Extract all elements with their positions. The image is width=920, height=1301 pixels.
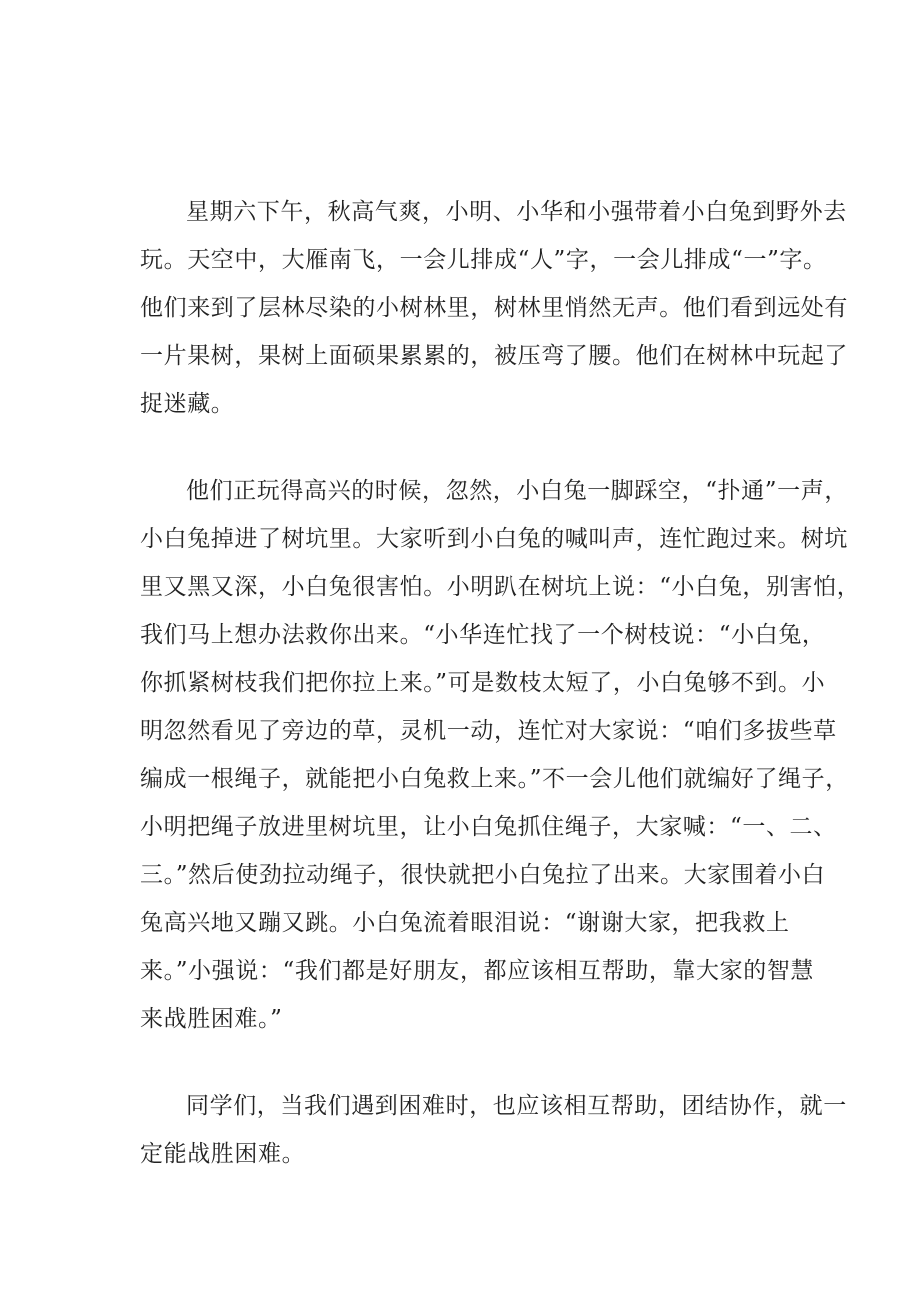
text-line: 他们来到了层林尽染的小树林里，树林里悄然无声。他们看到远处有 (140, 295, 848, 321)
text-line: 来。”小强说：“我们都是好朋友，都应该相互帮助，靠大家的智慧 (140, 958, 815, 984)
text-line: 玩。天空中，大雁南飞，一会儿排成“人”字，一会儿排成“一”字。 (140, 247, 827, 273)
text-line: 来战胜困难。” (140, 1006, 283, 1032)
text-line: 兔高兴地又蹦又跳。小白兔流着眼泪说：“谢谢大家，把我救上 (140, 910, 790, 936)
text-line: 三。”然后使劲拉动绳子，很快就把小白兔拉了出来。大家围着小白 (140, 862, 826, 888)
text-line: 一片果树，果树上面硕果累累的，被压弯了腰。他们在树林中玩起了 (140, 343, 848, 369)
paragraph-3 (140, 1082, 847, 1178)
paragraph-2 (140, 467, 861, 1043)
text-line: 定能战胜困难。 (140, 1141, 306, 1167)
text-line: 小明把绳子放进里树坑里，让小白兔抓住绳子，大家喊：“一、二、 (140, 814, 837, 840)
text-line: 小白兔掉进了树坑里。大家听到小白兔的喊叫声，连忙跑过来。树坑 (140, 526, 848, 552)
paragraph-1 (140, 188, 848, 428)
text-line: 编成一根绳子，就能把小白兔救上来。”不一会儿他们就编好了绳子， (140, 766, 849, 792)
text-line: 你抓紧树枝我们把你拉上来。”可是数枝太短了，小白兔够不到。小 (140, 670, 826, 696)
text-line: 同学们，当我们遇到困难时，也应该相互帮助，团结协作，就一 (186, 1093, 847, 1119)
text-line: 里又黑又深，小白兔很害怕。小明趴在树坑上说：“小白兔，别害怕， (140, 574, 861, 600)
text-line: 星期六下午，秋高气爽，小明、小华和小强带着小白兔到野外去 (186, 199, 847, 225)
text-line: 我们马上想办法救你出来。“小华连忙找了一个树枝说：“小白兔， (140, 622, 826, 648)
text-line: 捉迷藏。 (140, 391, 235, 417)
text-line: 他们正玩得高兴的时候，忽然，小白兔一脚踩空，“扑通”一声， (186, 478, 848, 504)
text-line: 明忽然看见了旁边的草，灵机一动，连忙对大家说：“咱们多拔些草 (140, 718, 837, 744)
